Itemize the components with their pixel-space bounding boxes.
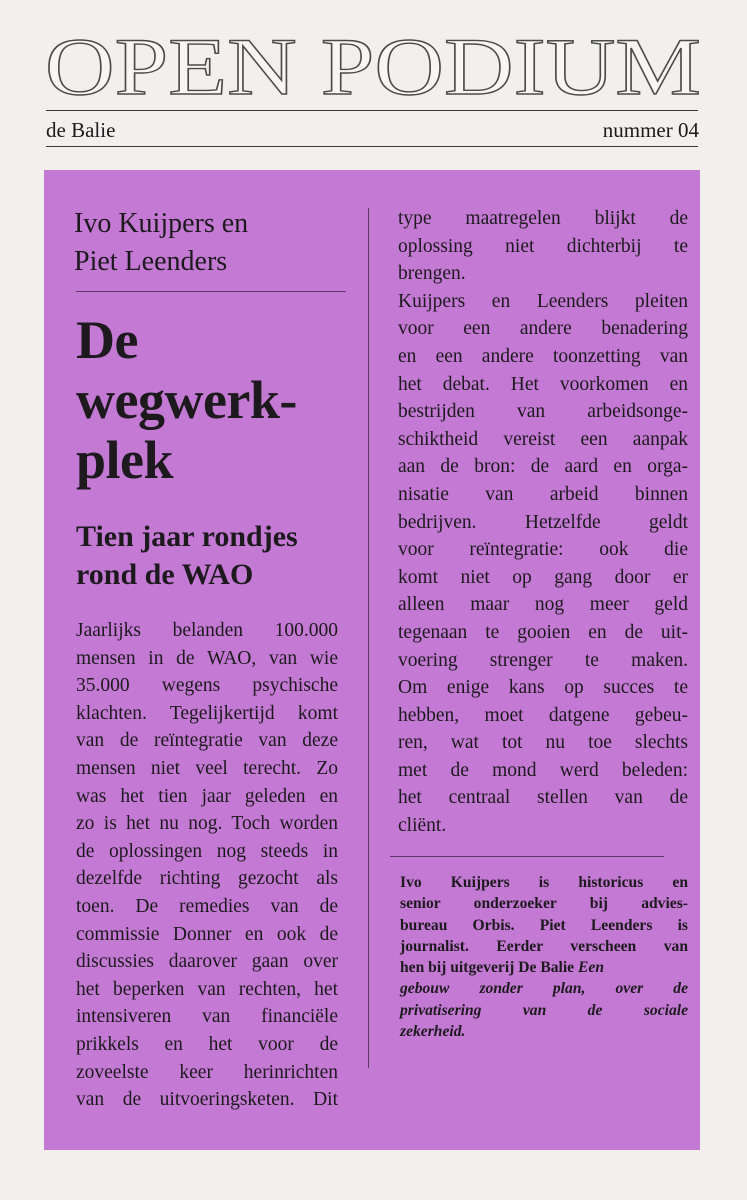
- text-line: cliënt.: [398, 815, 447, 837]
- authors-rule: [76, 291, 346, 292]
- series-title-text: OPEN PODIUM: [45, 21, 701, 110]
- text-line: van de reïntegratie van deze: [76, 730, 338, 752]
- text-line: het centraal stellen van de: [398, 787, 688, 809]
- text-line: met de mond werd beleden:: [398, 759, 688, 781]
- bio-line: senior onderzoeker bij advies-: [400, 895, 688, 913]
- text-line: toen. De remedies van de: [76, 895, 338, 917]
- title-line: De: [76, 310, 138, 370]
- bio-rule: [390, 856, 664, 857]
- left-text-column: [76, 617, 338, 1114]
- bio-book-title: privatisering van de sociale: [400, 1001, 688, 1019]
- book-title: [76, 310, 376, 490]
- book-subtitle: [76, 518, 366, 594]
- text-line: van de uitvoeringsketen. Dit: [76, 1089, 338, 1111]
- header-bottom-rule: [46, 146, 698, 147]
- right-text-column: [398, 205, 688, 840]
- text-line: komt niet op gang door er: [398, 566, 688, 588]
- header-top-rule: [46, 110, 698, 111]
- bio-line-italic: [400, 1021, 688, 1042]
- text-line: mensen niet veel terecht. Zo: [76, 757, 338, 779]
- text-line: de oplossingen nog steeds in: [76, 840, 338, 862]
- text-line: klachten. Tegelijkertijd komt: [76, 702, 338, 724]
- issue-number: nummer 04: [602, 118, 699, 142]
- bio-line: [400, 957, 688, 978]
- text-line: ren, wat tot nu toe slechts: [398, 732, 688, 754]
- text-line: tegenaan te gooien en de uit-: [398, 621, 688, 643]
- text-line: alleen maar nog meer geld: [398, 594, 688, 616]
- subtitle-line: rond de WAO: [76, 558, 254, 591]
- bio-line: Ivo Kuijpers is historicus en: [400, 874, 688, 891]
- text-line: het beperken van rechten, het: [76, 978, 338, 1000]
- text-line: dezelfde richting gezocht als: [76, 868, 338, 890]
- text-line: was het tien jaar geleden en: [76, 785, 338, 807]
- bio-book-title-start: Een: [578, 959, 605, 977]
- text-line: Jaarlijks belanden 100.000: [76, 620, 338, 641]
- column-divider: [368, 208, 369, 1068]
- text-line: voor een andere benadering: [398, 318, 688, 340]
- bio-line-italic: [400, 978, 688, 999]
- text-line: discussies daarover gaan over: [76, 951, 338, 973]
- bio-line-italic: [400, 1000, 688, 1021]
- author-line: Ivo Kuijpers en: [74, 208, 249, 239]
- text-line: 35.000 wegens psychische: [76, 675, 338, 697]
- text-line: voering strenger te maken.: [398, 649, 688, 671]
- text-line: prikkels en het voor de: [76, 1033, 338, 1055]
- text-line: bestrijden van arbeidsonge-: [398, 401, 688, 423]
- text-line: type maatregelen blijkt de: [398, 208, 688, 229]
- text-line: mensen in de WAO, van wie: [76, 647, 338, 669]
- title-line: wegwerk-: [76, 370, 297, 430]
- text-line: commissie Donner en ook de: [76, 923, 338, 945]
- publisher-name: de Balie: [46, 118, 116, 142]
- text-line: zo is het nu nog. Toch worden: [76, 813, 338, 835]
- title-line: plek: [76, 430, 174, 490]
- text-line: het debat. Het voorkomen en: [398, 373, 688, 395]
- text-line: Om enige kans op succes te: [398, 677, 688, 699]
- text-line: brengen.: [398, 263, 466, 285]
- text-line: schiktheid vereist een aanpak: [398, 428, 688, 450]
- text-line: oplossing niet dichterbij te: [398, 235, 688, 257]
- bio-book-title: gebouw zonder plan, over de: [400, 980, 688, 998]
- text-line: intensiveren van financiële: [76, 1006, 338, 1028]
- text-line: zoveelste keer herinrichten: [76, 1061, 338, 1083]
- text-line: en een andere toonzetting van: [398, 345, 688, 367]
- text-line: bedrijven. Hetzelfde geldt: [398, 511, 688, 533]
- author-line: Piet Leenders: [74, 246, 228, 277]
- text-line: Kuijpers en Leenders pleiten: [398, 290, 688, 312]
- series-title: [0, 14, 747, 110]
- text-line: hebben, moet datgene gebeu-: [398, 704, 688, 726]
- authors: [74, 205, 346, 281]
- bio-book-title: zekerheid.: [400, 1023, 466, 1041]
- author-bio: [400, 872, 688, 1042]
- text-line: aan de bron: de aard en orga-: [398, 456, 688, 478]
- subtitle-line: Tien jaar rondjes: [76, 520, 298, 553]
- bio-line: journalist. Eerder verscheen van: [400, 937, 688, 955]
- text-line: voor reïntegratie: ook die: [398, 539, 688, 561]
- bio-line-text: hen bij uitgeverij De Balie: [400, 959, 575, 977]
- text-line: nisatie van arbeid binnen: [398, 483, 688, 505]
- bio-line: bureau Orbis. Piet Leenders is: [400, 916, 688, 934]
